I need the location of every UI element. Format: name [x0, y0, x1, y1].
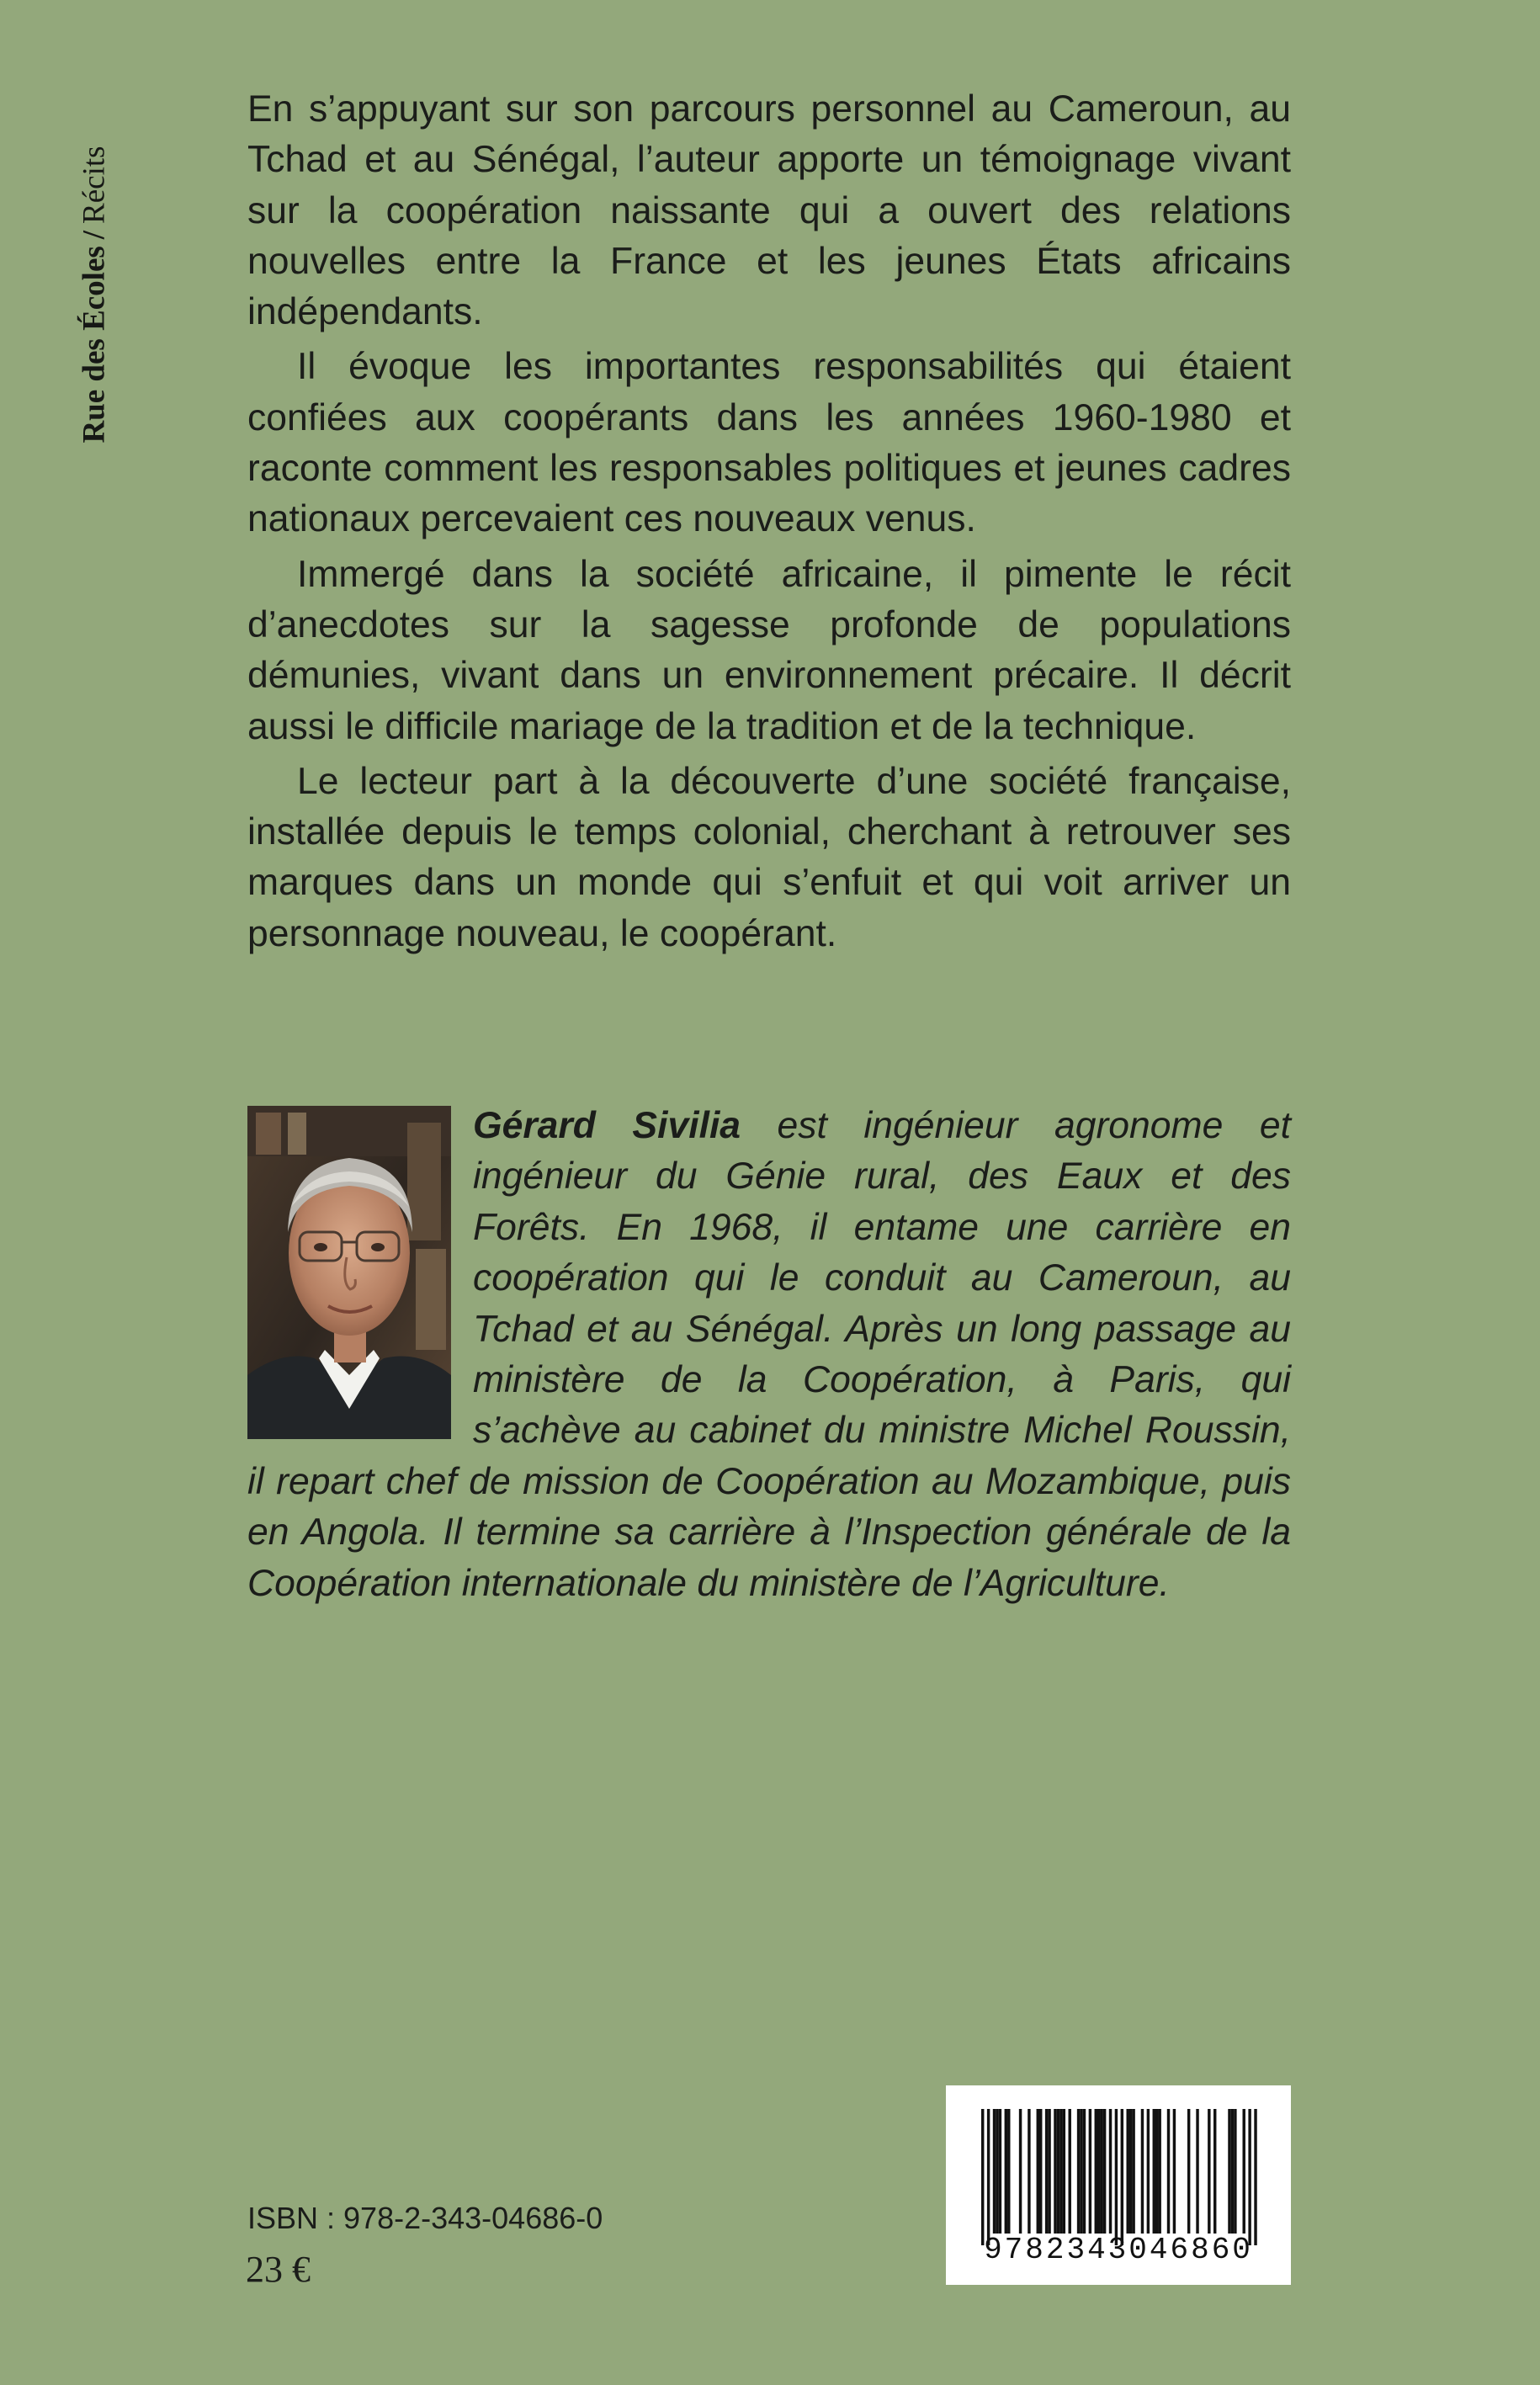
- barcode-bar: [1147, 2109, 1150, 2234]
- barcode-bar: [1054, 2109, 1056, 2234]
- barcode-bar: [1095, 2109, 1097, 2234]
- barcode-bar: [1231, 2109, 1234, 2234]
- barcode-bar: [1045, 2109, 1048, 2234]
- barcode-bar: [1173, 2109, 1176, 2234]
- barcode-bar: [1048, 2109, 1050, 2234]
- barcode-bar: [1097, 2109, 1100, 2234]
- barcode-bar: [1039, 2109, 1042, 2234]
- barcode-bar: [1132, 2109, 1134, 2234]
- barcode-bar: [996, 2109, 998, 2234]
- barcode-bar: [1121, 2109, 1123, 2245]
- author-bio: [247, 1101, 1291, 1609]
- barcode-digits: 9782343046860: [984, 2233, 1253, 2267]
- barcode-bar: [1167, 2109, 1170, 2234]
- barcode-bar: [1089, 2109, 1091, 2234]
- barcode-bar: [1057, 2109, 1059, 2234]
- barcode-bar: [1213, 2109, 1216, 2234]
- author-photo: [247, 1106, 451, 1439]
- barcode-bar: [1005, 2109, 1007, 2234]
- summary-paragraph: Il évoque les importantes responsabilités qui étaient confiées aux coopérants dans les années 1960-1980 et raconte comment les responsables politiques et jeunes cadres nationaux percevaient ces nouveaux venus.: [247, 346, 1291, 540]
- barcode-bar: [1083, 2109, 1086, 2234]
- barcode-bar: [993, 2109, 996, 2234]
- barcode-bar: [1028, 2109, 1030, 2234]
- barcode-bar: [1158, 2109, 1160, 2234]
- summary-paragraph: Immergé dans la société africaine, il pimente le récit d’anecdotes sur la sagesse profonde de populations démunies, vivant dans un environnement précaire. Il décrit aussi le difficile mariage de la tradition et de la technique.: [247, 553, 1291, 747]
- barcode-bar: [1129, 2109, 1132, 2234]
- barcode-bar: [1208, 2109, 1210, 2234]
- collection-separator: /: [77, 230, 112, 240]
- barcode-bar: [1141, 2109, 1144, 2234]
- barcode-bar: [1080, 2109, 1082, 2234]
- barcode-bar: [1077, 2109, 1080, 2234]
- spine-collection-label: [77, 146, 113, 443]
- barcode-bar: [999, 2109, 1001, 2234]
- barcode-bar: [1228, 2109, 1230, 2234]
- barcode-bar: [1007, 2109, 1010, 2234]
- collection-name: Rue des Écoles: [77, 246, 112, 444]
- barcode-bar: [1155, 2109, 1158, 2234]
- barcode-bar: [1254, 2109, 1256, 2245]
- barcode-bar: [981, 2109, 984, 2245]
- barcode-bar: [1109, 2109, 1112, 2234]
- author-bio-text: est ingénieur agronome et ingénieur du Génie rural, des Eaux et des Forêts. En 1968, il entame une carrière en coopération qui le conduit au Cameroun, au Tchad et au Sénégal. Après un long passage au ministère de la Coopération, à Paris, qui s’achève au cabinet du ministre Michel Roussin, il repart chef de mission de Coopération au Mozambique, puis en Angola. Il termine sa carrière à l’Inspection générale de la Coopération internationale du ministère de l’Agriculture.: [247, 1105, 1291, 1604]
- barcode-bar: [1063, 2109, 1065, 2234]
- barcode-bar: [1059, 2109, 1062, 2234]
- barcode-bar: [1196, 2109, 1198, 2234]
- barcode: [946, 2085, 1291, 2285]
- summary-paragraph: En s’appuyant sur son parcours personnel au Cameroun, au Tchad et au Sénégal, l’auteur apporte un témoignage vivant sur la coopération naissante qui a ouvert des relations nouvelles entre la France et les jeunes États africains indépendants.: [247, 88, 1291, 333]
- barcode-bar: [1248, 2109, 1251, 2245]
- barcode-bar: [987, 2109, 990, 2245]
- barcode-bar: [1243, 2109, 1245, 2234]
- summary-paragraph: Le lecteur part à la découverte d’une société française, installée depuis le temps colonial, cherchant à retrouver ses marques dans un monde qui s’enfuit et qui voit arriver un personnage nouveau, le coopérant.: [247, 760, 1291, 954]
- barcode-bar: [1127, 2109, 1129, 2234]
- isbn: ISBN : 978-2-343-04686-0: [247, 2201, 603, 2235]
- barcode-bar: [1153, 2109, 1155, 2234]
- author-name: Gérard Sivilia: [473, 1105, 741, 1146]
- barcode-bar: [1103, 2109, 1106, 2234]
- book-summary: [247, 84, 1291, 964]
- barcode-bar: [1069, 2109, 1071, 2234]
- barcode-bar: [1187, 2109, 1190, 2234]
- collection-genre: Récits: [77, 146, 112, 224]
- barcode-bar: [1037, 2109, 1039, 2234]
- barcode-bar: [1100, 2109, 1102, 2234]
- price: 23 €: [246, 2249, 311, 2290]
- barcode-bar: [1234, 2109, 1236, 2234]
- barcode-bar: [1019, 2109, 1022, 2234]
- barcode-bar: [1115, 2109, 1118, 2245]
